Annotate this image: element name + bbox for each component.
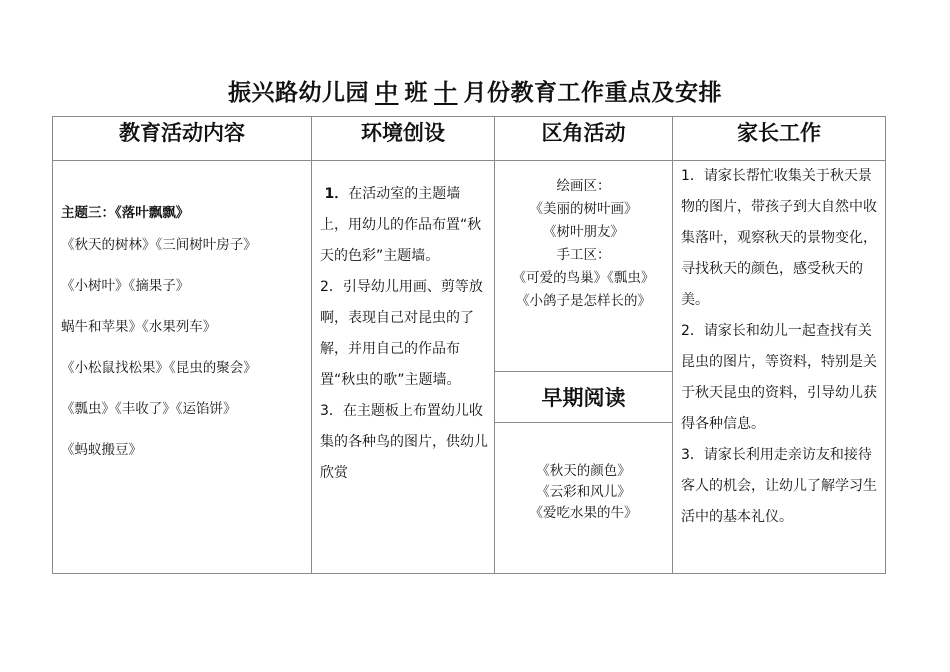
parents-item: 2．请家长和幼儿一起查找有关昆虫的图片，等资料，特别是关于秋天昆虫的资料，引导幼儿获得各种信息。 xyxy=(681,323,877,432)
parents-item: 3．请家长利用走亲访友和接待客人的机会，让幼儿了解学习生活中的基本礼仪。 xyxy=(681,447,877,525)
activities-line: 《蚂蚁搬豆》 xyxy=(61,442,142,458)
areas-line: 手工区： xyxy=(556,247,611,263)
activities-line: 《秋天的树林》《三间树叶房子》 xyxy=(61,237,257,253)
activities-line: 《小树叶》《摘果子》 xyxy=(61,278,190,294)
title-class-name: 中 xyxy=(375,80,399,106)
header-areas: 区角活动 xyxy=(495,117,673,161)
activities-line: 《小松鼠找松果》《昆虫的聚会》 xyxy=(61,360,257,376)
parents-cell xyxy=(673,161,886,574)
environment-item: 3．在主题板上布置幼儿收集的各种鸟的图片，供幼儿欣赏 xyxy=(320,403,488,481)
areas-line: 《美丽的树叶画》 xyxy=(529,201,638,217)
areas-line: 《树叶朋友》 xyxy=(543,224,624,240)
plan-table xyxy=(52,116,886,574)
reading-header: 早期阅读 xyxy=(495,372,673,423)
activities-line: 蜗牛和苹果》《水果列车》 xyxy=(61,319,217,335)
environment-cell xyxy=(312,161,495,574)
parents-item: 1．请家长帮忙收集关于秋天景物的图片，带孩子到大自然中收集落叶，观察秋天的景物变化，寻找秋天的颜色，感受秋天的美。 xyxy=(681,168,877,308)
environment-item: 1．在活动室的主题墙上，用幼儿的作品布置“秋天的色彩”主题墙。 xyxy=(320,186,482,264)
header-environment: 环境创设 xyxy=(312,117,495,161)
reading-cell xyxy=(495,423,673,574)
areas-line: 绘画区： xyxy=(556,178,611,194)
header-activities: 教育活动内容 xyxy=(53,117,312,161)
activities-theme: 主题三：《落叶飘飘》 xyxy=(61,205,190,221)
title-mid: 班 xyxy=(404,80,428,106)
page-title xyxy=(0,74,950,107)
reading-book: 《云彩和风儿》 xyxy=(536,484,631,500)
activities-line: 《瓢虫》《丰收了》《运馅饼》 xyxy=(61,401,237,417)
environment-item: 2．引导幼儿用画、剪等放啊，表现自己对昆虫的了解，并用自己的作品布置“秋虫的歌”主题墙。 xyxy=(320,279,483,388)
title-month: 十 xyxy=(434,80,458,106)
areas-line: 《可爱的鸟巢》《瓢虫》 xyxy=(512,270,655,286)
reading-book: 《秋天的颜色》 xyxy=(536,463,631,479)
title-suffix: 月份教育工作重点及安排 xyxy=(463,80,722,106)
header-parents: 家长工作 xyxy=(673,117,886,161)
activities-cell xyxy=(53,161,312,574)
reading-book: 《爱吃水果的牛》 xyxy=(529,505,638,521)
areas-cell xyxy=(495,161,673,372)
areas-line: 《小鸽子是怎样长的》 xyxy=(516,293,651,309)
title-prefix: 振兴路幼儿园 xyxy=(228,80,369,106)
